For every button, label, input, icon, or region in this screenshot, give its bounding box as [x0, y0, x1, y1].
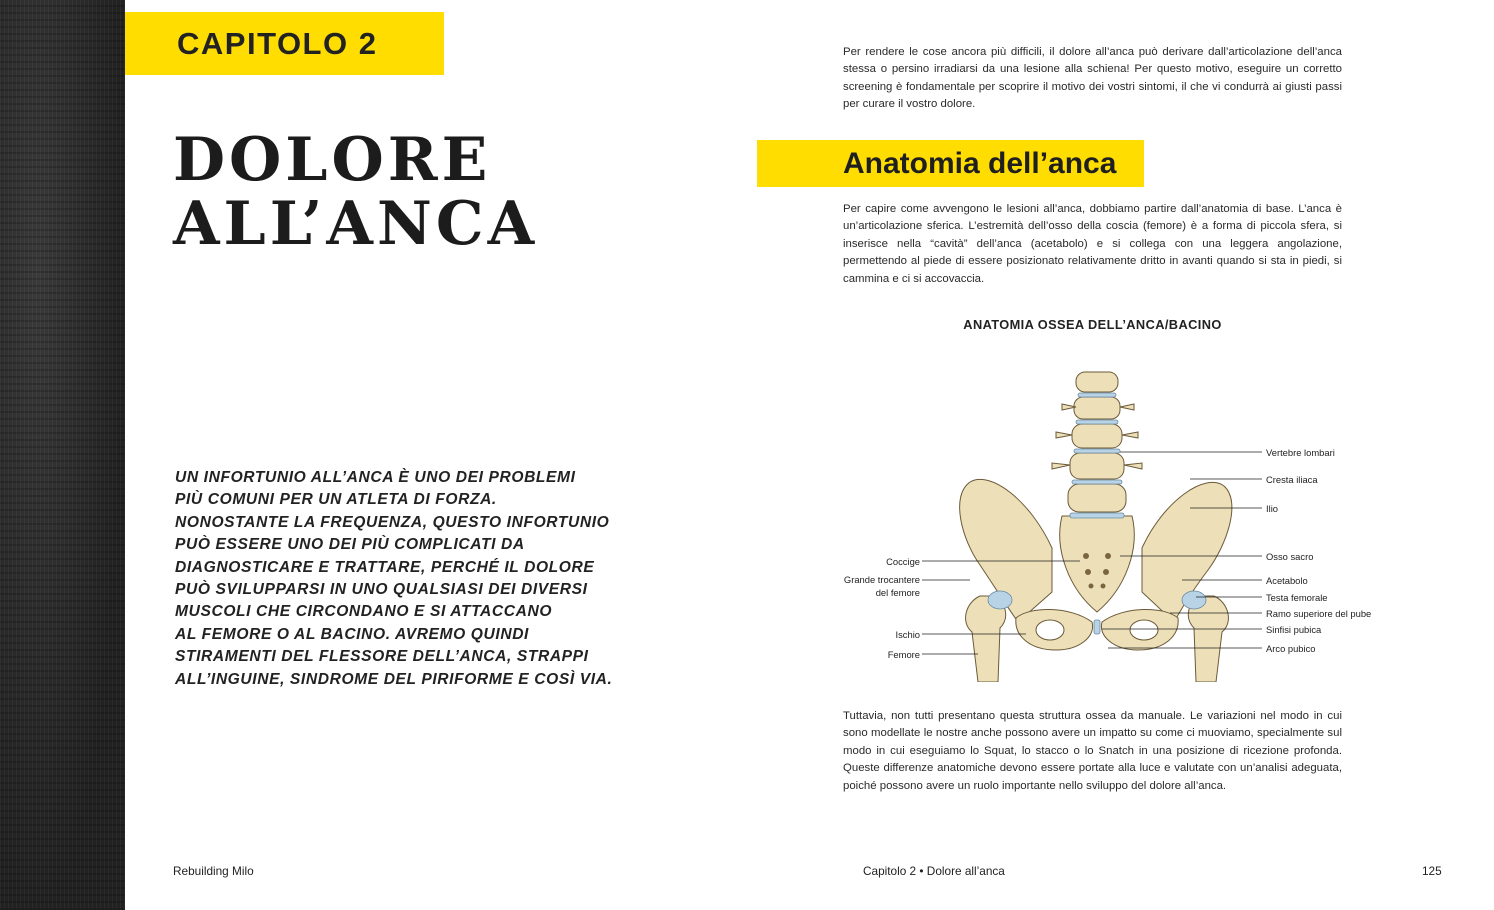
sacrum — [1060, 516, 1134, 612]
intervertebral-disc — [1070, 513, 1124, 518]
vertebra — [1076, 372, 1118, 392]
intro-line: ALL’INGUINE, SINDROME DEL PIRIFORME E COSÌ VIA. — [175, 670, 613, 688]
label-sinfisi-pubica: Sinfisi pubica — [1266, 624, 1322, 635]
intro-line: PUÒ ESSERE UNO DEI PIÙ COMPLICATI DA — [175, 536, 525, 554]
label-del-femore: del femore — [875, 587, 920, 598]
intro-line: UN INFORTUNIO ALL’ANCA È UNO DEI PROBLEMI — [175, 469, 576, 486]
label-vertebre-lombari: Vertebre lombari — [1266, 447, 1335, 458]
left-hip-cartilage — [988, 591, 1012, 609]
section-heading-text: Anatomia dell’anca — [843, 146, 1117, 180]
pubic-symphysis-cartilage — [1094, 620, 1100, 634]
paragraph-anatomy: Per capire come avvengono le lesioni all’anca, dobbiamo partire dall’anatomia di base. L’anca è un’articolazione sferica. L’estremità dell’osso della coscia (femore) è a forma di piccola sfera, si inserisce nella “cavità” dell’anca (acetabolo) e si collega con una leggera angolazione, permettendo al piede di essere posizionato relativamente dritto in avanti quando si sta in piedi, si cammina e ci si accovaccia. — [843, 203, 1342, 285]
intro-line: DIAGNOSTICARE E TRATTARE, PERCHÉ IL DOLORE — [175, 558, 595, 576]
obturator-foramen — [1130, 620, 1158, 640]
label-ischio: Ischio — [895, 629, 920, 640]
chapter-label — [125, 12, 444, 75]
label-acetabolo: Acetabolo — [1266, 575, 1308, 586]
intervertebral-disc — [1072, 480, 1122, 484]
label-grande-trocantere: Grande trocantere — [843, 574, 920, 585]
vertebra — [1070, 453, 1124, 479]
intro-line: MUSCOLI CHE CIRCONDANO E SI ATTACCANO — [175, 603, 553, 621]
intro-text — [175, 467, 613, 691]
label-ilio: Ilio — [1266, 503, 1278, 514]
intervertebral-disc — [1078, 393, 1116, 397]
chapter-label-text: CAPITOLO 2 — [177, 25, 378, 61]
intro-line: PIÙ COMUNI PER UN ATLETA DI FORZA. — [175, 491, 497, 509]
intervertebral-disc — [1076, 420, 1118, 424]
intro-line: NONOSTANTE LA FREQUENZA, QUESTO INFORTUNIO — [175, 513, 610, 531]
label-arco-pubico: Arco pubico — [1266, 643, 1316, 654]
chapter-title-line: ALL’ANCA — [173, 189, 539, 259]
intro-line: AL FEMORE O AL BACINO. AVREMO QUINDI — [175, 625, 529, 643]
vertebra — [1074, 397, 1120, 419]
label-testa-femorale: Testa femorale — [1266, 592, 1328, 603]
right-hip-cartilage — [1182, 591, 1206, 609]
label-coccige: Coccige — [886, 556, 920, 567]
label-ramo-superiore-pube: Ramo superiore del pube — [1266, 608, 1372, 619]
vertebra — [1068, 484, 1126, 512]
figure-title: ANATOMIA OSSEA DELL’ANCA/BACINO — [963, 317, 1222, 332]
intro-line: STIRAMENTI DEL FLESSORE DELL’ANCA, STRAPPI — [175, 648, 589, 666]
page-number: 125 — [1422, 864, 1442, 878]
intro-line: PUÒ SVILUPPARSI IN UNO QUALSIASI DEI DIVERSI — [175, 581, 588, 599]
label-cresta-iliaca: Cresta iliaca — [1266, 474, 1318, 485]
chapter-title-line: DOLORE — [173, 125, 492, 195]
label-osso-sacro: Osso sacro — [1266, 551, 1314, 562]
textured-sidebar — [0, 0, 125, 910]
paragraph-intro: Per rendere le cose ancora più difficili, il dolore all’anca può derivare dall’articolazione dell’anca stessa o persino irradiarsi da una lesione alla schiena! Per questo motivo, eseguire un corretto screening è fondamentale per scoprire il motivo dei vostri sintomi, il che vi condurrà ai giusti passi per curare il vostro dolore. — [843, 46, 1342, 111]
pelvis-illustration — [830, 360, 1390, 682]
footer-running-head: Capitolo 2 • Dolore all’anca — [863, 864, 1005, 878]
obturator-foramen — [1036, 620, 1064, 640]
chapter-title — [173, 125, 593, 259]
label-femore: Femore — [887, 649, 920, 660]
footer-book-title: Rebuilding Milo — [173, 864, 254, 878]
paragraph-variations: Tuttavia, non tutti presentano questa struttura ossea da manuale. Le variazioni nel modo in cui sono modellate le nostre anche possono avere un impatto su come ci muoviamo, specialmente sul modo in cui eseguiamo lo Squat, lo stacco o lo Snatch in una posizione di ricezione profonda. Queste differenze anatomiche devono essere portate alla luce e valutate con un’analisi adeguata, poiché possono avere un ruolo importante nello sviluppo del dolore all’anca. — [843, 710, 1342, 792]
section-heading — [757, 140, 1144, 187]
intervertebral-disc — [1074, 449, 1120, 453]
vertebra — [1072, 424, 1122, 448]
